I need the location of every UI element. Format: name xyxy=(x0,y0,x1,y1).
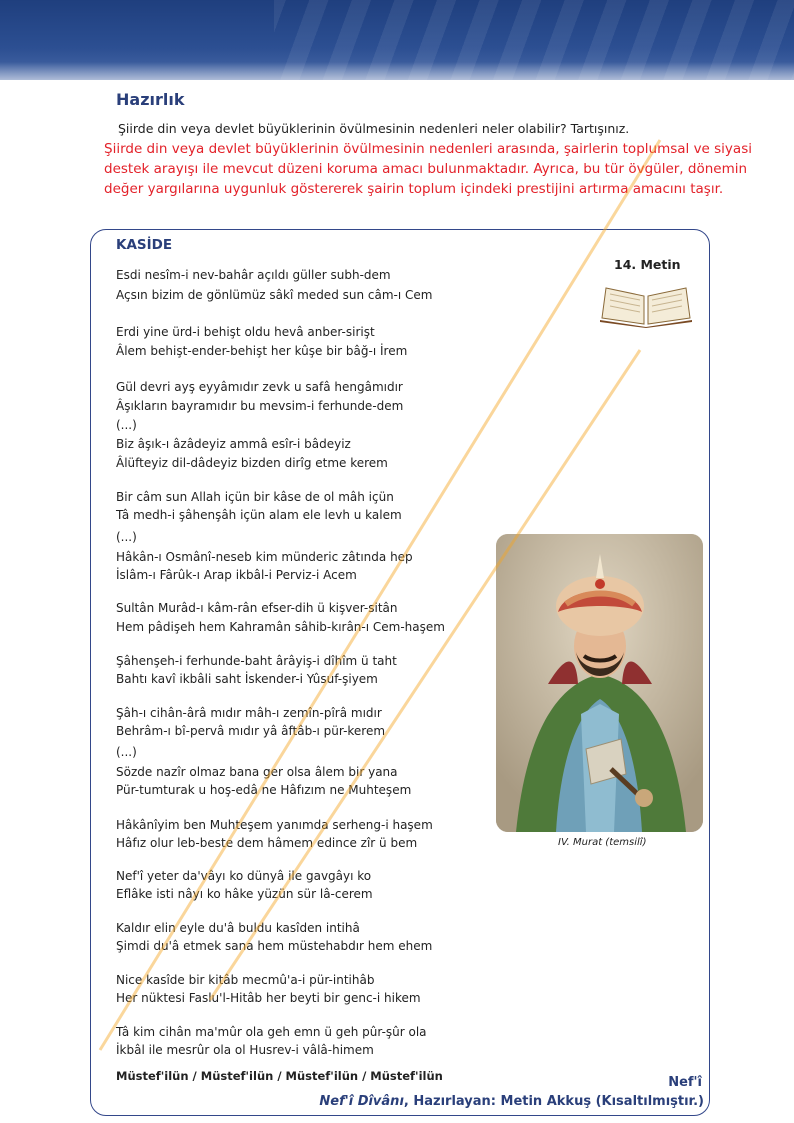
poem-line: İslâm-ı Fârûk-ı Arap ikbâl-i Perviz-i Acem xyxy=(116,568,357,582)
poem-line: Bir câm sun Allah içün bir kâse de ol mâh içün xyxy=(116,490,394,504)
text-number-label: 14. Metin xyxy=(614,257,681,272)
poem-line: Şâh-ı cihân-ârâ mıdır mâh-ı zemîn-pîrâ mıdır xyxy=(116,706,382,720)
open-book-icon xyxy=(598,282,694,328)
poem-line: Her nüktesi Faslu'l-Hitâb her beyti bir genc-i hikem xyxy=(116,991,421,1005)
poem-line: Eflâke isti nâyı ko hâke yüzün sür lâ-cerem xyxy=(116,887,373,901)
poem-line: Şâhenşeh-i ferhunde-baht ârâyiş-i dîhîm ü taht xyxy=(116,654,397,668)
header-decoration xyxy=(274,0,794,80)
poem-line: Tâ medh-i şâhenşâh içün alam ele levh u kalem xyxy=(116,508,402,522)
poem-line: Sözde nazîr olmaz bana ger olsa âlem bir yana xyxy=(116,765,398,779)
source-title: Nef'î Dîvânı xyxy=(319,1094,404,1109)
poem-line: Şimdi du'â etmek sana hem müstehabdır hem ehem xyxy=(116,939,433,953)
poem-author: Nef'î xyxy=(668,1075,702,1090)
preparation-answer: Şiirde din veya devlet büyüklerinin övülmesinin nedenleri arasında, şairlerin toplumsal ve siyasi destek arayışı ile mevcut düzeni koruma amacı bulunmaktadır. Ayrıca, bu tür övgüler, dönemin değer yargılarına uygunluk göstererek şairin toplum içindeki prestijini artırma amacını taşır. xyxy=(104,141,752,197)
poem-line: Behrâm-ı bî-pervâ mıdır yâ âftâb-ı pür-kerem xyxy=(116,724,386,738)
section-title-hazirlik: Hazırlık xyxy=(116,90,185,109)
poem-line: Erdi yine ürd-i behişt oldu hevâ anber-sirişt xyxy=(116,325,375,339)
poem-line: Sultân Murâd-ı kâm-rân efser-dih ü kişver-sitân xyxy=(116,601,398,615)
page-header-band xyxy=(0,0,794,80)
poem-line: Tâ kim cihân ma'mûr ola geh emn ü geh pûr-şûr ola xyxy=(116,1025,427,1039)
poem-title: KASİDE xyxy=(116,237,173,253)
poem-source xyxy=(319,1094,704,1109)
sultan-portrait xyxy=(496,534,703,832)
poem-line: Hâfız olur leb-beste dem hâmem edince zîr ü bem xyxy=(116,836,418,850)
poem-line: Gül devri ayş eyyâmıdır zevk u safâ hengâmıdır xyxy=(116,380,403,394)
poem-line: Nef'î yeter da'vâyı ko dünyâ ile gavgâyı ko xyxy=(116,869,372,883)
poem-line: Esdi nesîm-i nev-bahâr açıldı güller subh-dem xyxy=(116,268,391,282)
poem-line: Âşıkların bayramıdır bu mevsim-i ferhunde-dem xyxy=(116,399,404,413)
poem-line: Açsın bizim de gönlümüz sâkî meded sun câm-ı Cem xyxy=(116,288,433,302)
poem-line: Hem pâdişeh hem Kahramân sâhib-kırân-ı Cem-haşem xyxy=(116,620,445,634)
poem-line: Pür-tumturak u hoş-edâ ne Hâfızım ne Muhteşem xyxy=(116,783,412,797)
poem-line: Biz âşık-ı âzâdeyiz ammâ esîr-i bâdeyiz xyxy=(116,437,351,451)
poem-line: Hâkân-ı Osmânî-neseb kim münderic zâtında hep xyxy=(116,550,413,564)
poem-meter: Müstef'ilün / Müstef'ilün / Müstef'ilün / Müstef'ilün xyxy=(116,1069,443,1083)
poem-line: Nice kasîde bir kitâb mecmû'a-i pür-intihâb xyxy=(116,973,375,987)
poem-line: Âlüfteyiz dil-dâdeyiz bizden dirîg etme kerem xyxy=(116,456,388,470)
poem-line: Bahtı kavî ikbâli saht İskender-i Yûsuf-şiyem xyxy=(116,672,378,686)
portrait-illustration xyxy=(496,534,703,832)
poem-line: Hâkânîyim ben Muhteşem yanımda serheng-i haşem xyxy=(116,818,433,832)
preparation-question: Şiirde din veya devlet büyüklerinin övülmesinin nedenleri neler olabilir? Tartışınız. xyxy=(118,121,630,136)
poem-line: (...) xyxy=(116,530,137,544)
poem-line: İkbâl ile mesrûr ola ol Husrev-i vâlâ-himem xyxy=(116,1043,374,1057)
poem-line: Âlem behişt-ender-behişt her kûşe bir bâğ-ı İrem xyxy=(116,344,408,358)
source-rest: , Hazırlayan: Metin Akkuş (Kısaltılmıştır.) xyxy=(403,1094,704,1109)
poem-line: (...) xyxy=(116,745,137,759)
poem-line: Kaldır elin eyle du'â buldu kasîden intihâ xyxy=(116,921,360,935)
portrait-caption: IV. Murat (temsilî) xyxy=(558,837,647,848)
poem-line: (...) xyxy=(116,418,137,432)
